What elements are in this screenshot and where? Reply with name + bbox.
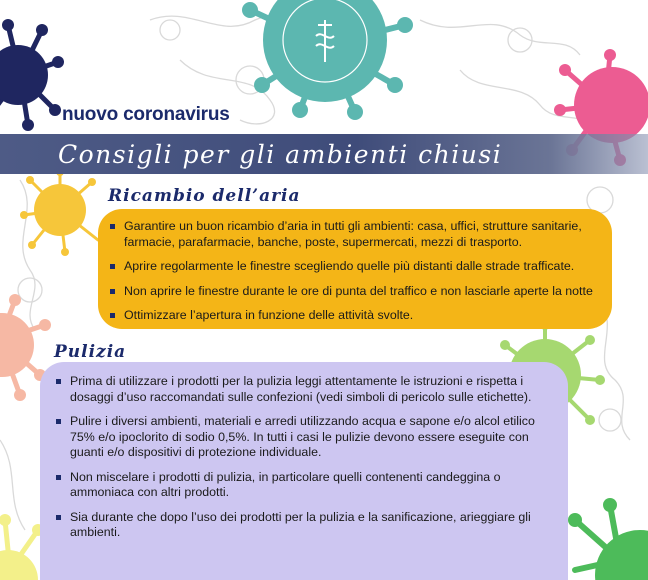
list-item: Pulire i diversi ambienti, materiali e arredi utilizzando acqua e sapone e/o alcol etilico 75% e/o ipoclorito di sodio 0,5%. In tutti i casi le pulizie devono essere eseguite con guanti e/o dispositivi di protezione individuale. [52,414,556,461]
list-item: Garantire un buon ricambio d’aria in tutti gli ambienti: casa, uffici, strutture sanitarie, farmacie, parafarmacie, banche, poste, supermercati, mezzi di trasporto. [106,219,600,250]
section-title-air: Ricambio dell’aria [108,186,301,206]
cleaning-tips-box [40,362,568,580]
yellow-virus-decoration [20,168,98,256]
list-item: Aprire regolarmente le finestre scegliendo quelle più distanti dalle strade trafficate. [106,259,600,275]
section-title-cleaning: Pulizia [54,342,127,362]
subtitle: nuovo coronavirus [62,104,230,125]
list-item: Non aprire le finestre durante le ore di punta del traffico e non lasciarle aperte la notte [106,284,600,300]
green-virus-bottom-decoration [568,498,648,580]
air-tips-list [106,219,600,324]
list-item: Non miscelare i prodotti di pulizia, in particolare quelli contenenti candeggina o ammoniaca con altri prodotti. [52,470,556,501]
list-item: Sia durante che dopo l’uso dei prodotti per la pulizia e la sanificazione, arieggiare gli ambienti. [52,510,556,541]
list-item: Ottimizzare l’apertura in funzione delle attività svolte. [106,308,600,324]
list-item: Prima di utilizzare i prodotti per la pulizia leggi attentamente le istruzioni e rispetta i dosaggi d’uso raccomandati sulle confezioni (vedi simboli di pericolo sulle etichette). [52,374,556,405]
navy-virus-decoration [0,19,64,131]
page-title: Consigli per gli ambienti chiusi [58,140,503,169]
teal-virus-logo [242,0,413,120]
cleaning-tips-list [52,374,556,541]
air-tips-box [98,209,612,329]
